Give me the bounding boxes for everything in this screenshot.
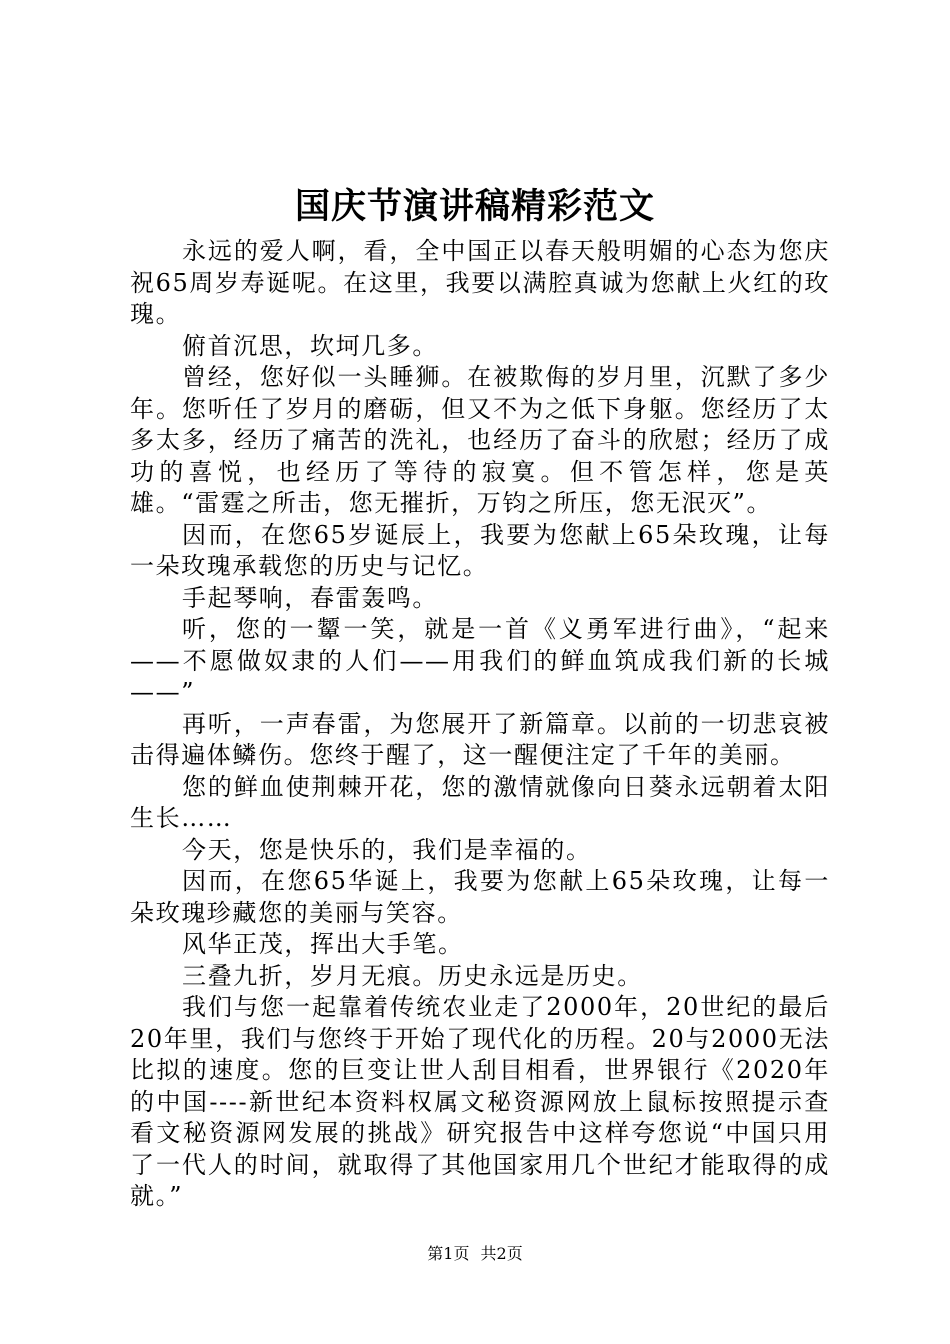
page-total: 共2页 (480, 1244, 523, 1263)
paragraph: 手起琴响，春雷轰鸣。 (182, 583, 438, 612)
paragraph: 我们与您一起靠着传统农业走了2000年，20世纪的最后20年里，我们与您终于开始了现代化的历程。20与2000无法比拟的速度。您的巨变让世人刮目相看，世界银行《2020年的中国----新世纪本资料权属文秘资源网放上鼠标按照提示查看文秘资源网发展的挑战》研究报告中这样夸您说“中国只用了一代人的时间，就取得了其他国家用几个世纪才能取得的成就。” (130, 993, 830, 1210)
paragraph: 风华正茂，挥出大手笔。 (182, 930, 464, 958)
paragraph: 您的鲜血使荆棘开花，您的激情就像向日葵永远朝着太阳生长…… (130, 772, 830, 832)
paragraph: 永远的爱人啊，看，全中国正以春天般明媚的心态为您庆祝65周岁寿诞呢。在这里，我要以满腔真诚为您献上火红的玫瑰。 (130, 237, 830, 328)
paragraph: 因而，在您65华诞上，我要为您献上65朵玫瑰，让每一朵玫瑰珍藏您的美丽与笑容。 (130, 867, 830, 927)
paragraph: 今天，您是快乐的，我们是幸福的。 (182, 835, 592, 864)
paragraph: 俯首沉思，坎坷几多。 (182, 331, 438, 360)
paragraph: 因而，在您65岁诞辰上，我要为您献上65朵玫瑰，让每一朵玫瑰承载您的历史与记忆。 (130, 520, 830, 580)
paragraph: 听，您的一颦一笑，就是一首《义勇军进行曲》，“起来——不愿做奴隶的人们——用我们的鲜血筑成我们新的长城——” (130, 615, 830, 706)
paragraph: 曾经，您好似一头睡狮。在被欺侮的岁月里，沉默了多少年。您听任了岁月的磨砺，但又不为之低下身躯。您经历了太多太多，经历了痛苦的洗礼，也经历了奋斗的欣慰；经历了成功的喜悦，也经历了等待的寂寞。但不管怎样，您是英雄。“雷霆之所击，您无摧折，万钧之所压，您无泯灭”。 (130, 363, 830, 517)
page-footer (0, 1244, 950, 1264)
paragraph: 三叠九折，岁月无痕。历史永远是历史。 (182, 961, 643, 990)
document-title: 国庆节演讲稿精彩范文 (294, 186, 655, 227)
paragraph: 再听，一声春雷，为您展开了新篇章。以前的一切悲哀被击得遍体鳞伤。您终于醒了，这一醒便注定了千年的美丽。 (130, 709, 830, 769)
page-number: 第1页 (427, 1244, 470, 1263)
document-body (130, 236, 830, 1213)
